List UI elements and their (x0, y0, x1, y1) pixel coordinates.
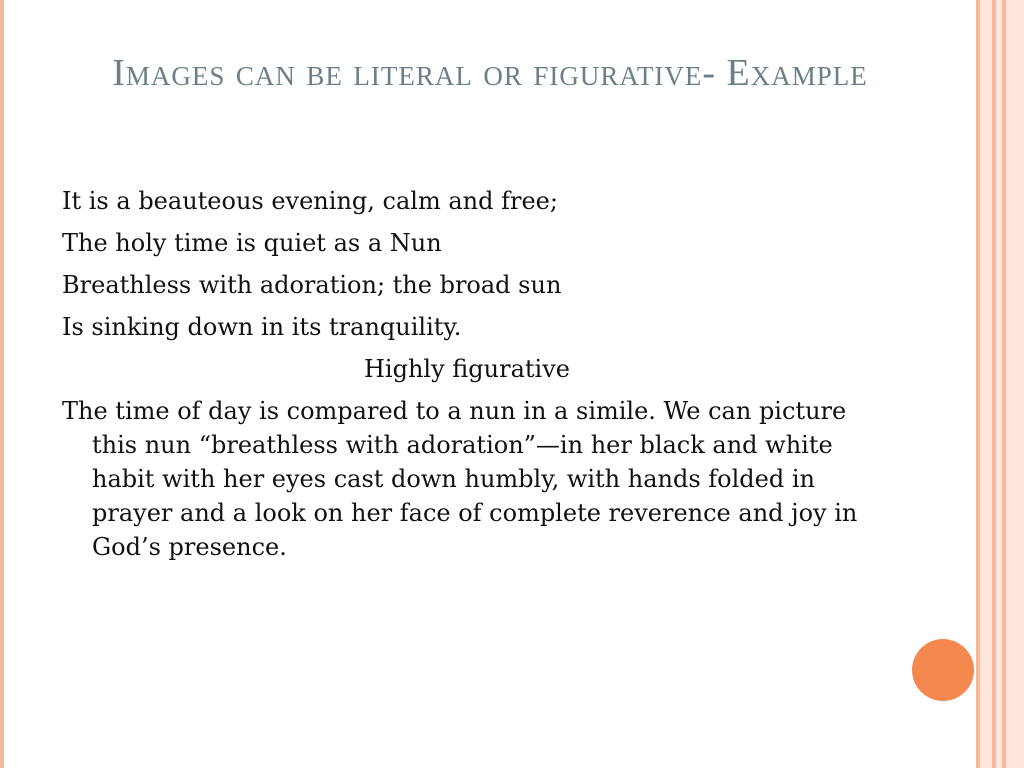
border-stripe (1006, 0, 1024, 768)
poem-line-4: Is sinking down in its tranquility. (62, 313, 462, 341)
right-decorative-border (976, 0, 1024, 768)
poem-line-3: Breathless with adoration; the broad sun (62, 271, 562, 299)
decorative-circle (912, 639, 974, 701)
poem-line-2: The holy time is quiet as a Nun (62, 229, 442, 257)
left-decorative-stripe (0, 0, 4, 768)
slide-title: Images can be literal or figurative- Example (112, 52, 868, 94)
slide-body (62, 184, 872, 564)
explanation-paragraph: The time of day is compared to a nun in a simile. We can picture this nun “breathless with adoration”—in her black and white habit with her eyes cast down humbly, with hands folded in prayer and a look on her face of complete reverence and joy in God’s presence. (62, 397, 858, 561)
poem-line-1: It is a beauteous evening, calm and free; (62, 187, 558, 215)
border-stripe (980, 0, 992, 768)
figurative-caption: Highly figurative (364, 355, 570, 383)
